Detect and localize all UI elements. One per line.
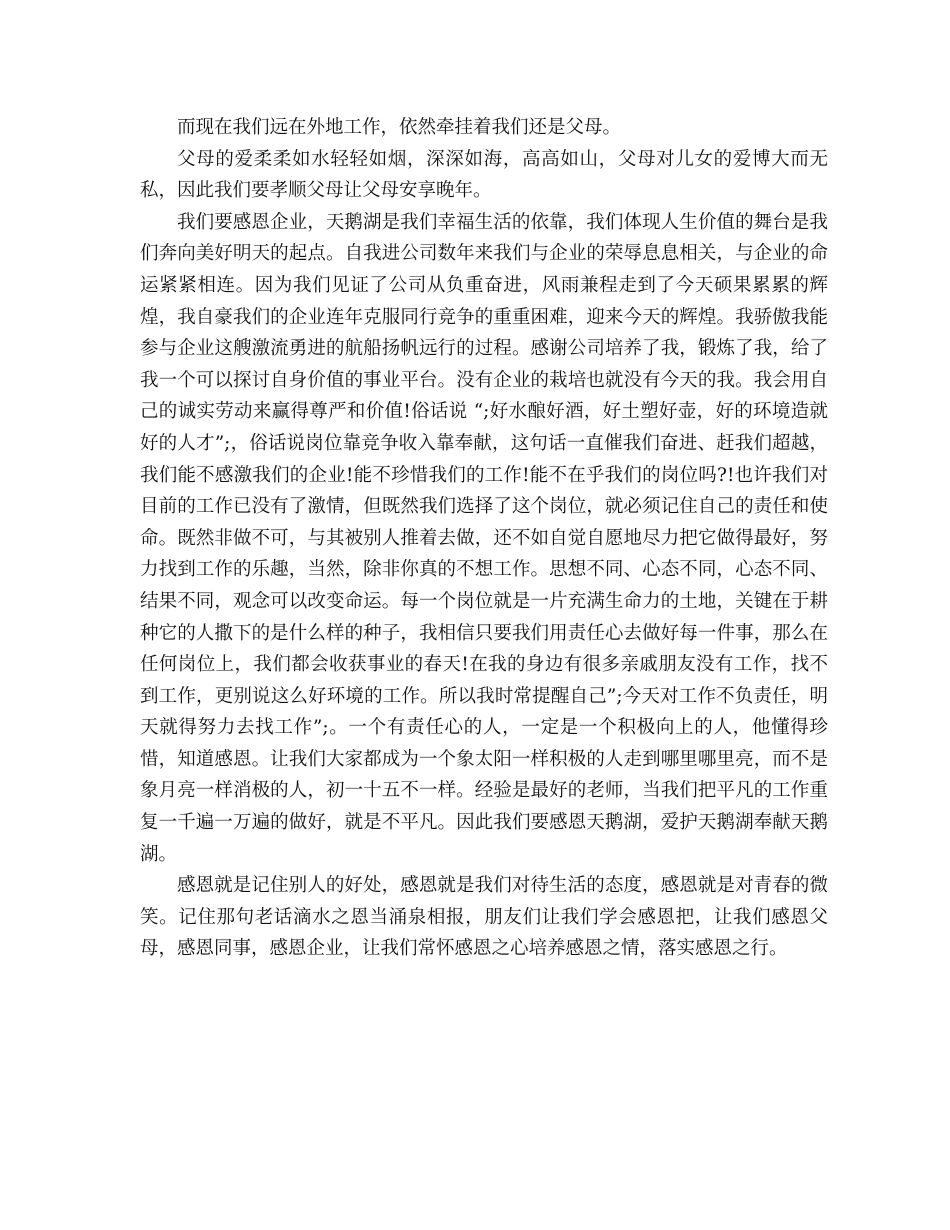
document-body bbox=[140, 112, 828, 965]
paragraph: 我们要感恩企业，天鹅湖是我们幸福生活的依靠，我们体现人生价值的舞台是我们奔向美好明天的起点。自我进公司数年来我们与企业的荣辱息息相关，与企业的命运紧紧相连。因为我们见证了公司从负重奋进，风雨兼程走到了今天硕果累累的辉煌，我自豪我们的企业连年克服同行竞争的重重困难，迎来今天的辉煌。我骄傲我能参与企业这艘激流勇进的航船扬帆远行的过程。感谢公司培养了我，锻炼了我，给了我一个可以探讨自身价值的事业平台。没有企业的栽培也就没有今天的我。我会用自己的诚实劳动来赢得尊严和价值!俗话说 “;好水酿好酒，好土塑好壶，好的环境造就好的人才”;，俗话说岗位靠竞争收入靠奉献，这句话一直催我们奋进、赶我们超越，我们能不感激我们的企业!能不珍惜我们的工作!能不在乎我们的岗位吗?!也许我们对目前的工作已没有了激情，但既然我们选择了这个岗位，就必须记住自己的责任和使命。既然非做不可，与其被别人推着去做，还不如自觉自愿地尽力把它做得最好，努力找到工作的乐趣，当然，除非你真的不想工作。思想不同、心态不同，心态不同、结果不同，观念可以改变命运。每一个岗位就是一片充满生命力的土地，关键在于耕种它的人撒下的是什么样的种子，我相信只要我们用责任心去做好每一件事，那么在任何岗位上，我们都会收获事业的春天!在我的身边有很多亲戚朋友没有工作，找不到工作，更别说这么好环境的工作。所以我时常提醒自己”;今天对工作不负责任，明天就得努力去找工作”;。一个有责任心的人，一定是一个积极向上的人，他懂得珍惜，知道感恩。让我们大家都成为一个象太阳一样积极的人走到哪里哪里亮，而不是象月亮一样消极的人，初一十五不一样。经验是最好的老师，当我们把平凡的工作重复一千遍一万遍的做好，就是不平凡。因此我们要感恩天鹅湖，爱护天鹅湖奉献天鹅湖。 bbox=[140, 211, 828, 865]
paragraph: 感恩就是记住别人的好处，感恩就是我们对待生活的态度，感恩就是对青春的微笑。记住那句老话滴水之恩当涌泉相报，朋友们让我们学会感恩把，让我们感恩父母，感恩同事，感恩企业，让我们常怀感恩之心培养感恩之情，落实感恩之行。 bbox=[140, 875, 828, 960]
paragraph: 父母的爱柔柔如水轻轻如烟，深深如海，高高如山，父母对儿女的爱博大而无私，因此我们要孝顺父母让父母安享晚年。 bbox=[140, 148, 828, 202]
paragraph: 而现在我们远在外地工作，依然牵挂着我们还是父母。 bbox=[177, 117, 622, 138]
